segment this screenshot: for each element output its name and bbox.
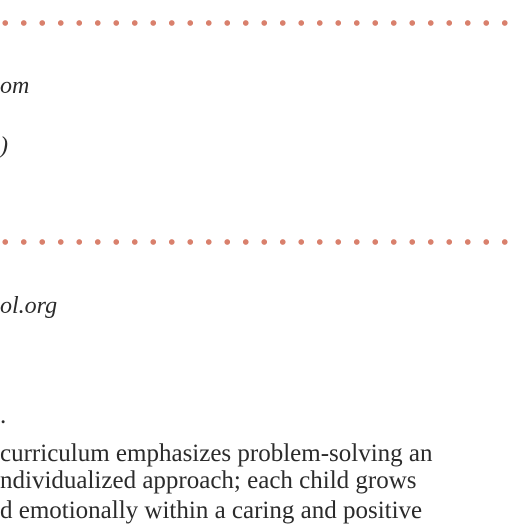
email-fragment: om bbox=[0, 73, 30, 99]
dotted-divider-middle bbox=[0, 238, 512, 246]
description-line-2: ndividualized approach; each child grows bbox=[0, 467, 417, 494]
phone-fragment: ) bbox=[0, 133, 8, 159]
description-line-3: d emotionally within a caring and positive bbox=[0, 497, 423, 524]
description-line-1: curriculum emphasizes problem-solving an bbox=[0, 440, 433, 467]
dotted-divider-top bbox=[0, 19, 512, 27]
description-line-0: . bbox=[0, 402, 7, 429]
website-fragment: ol.org bbox=[0, 293, 58, 319]
